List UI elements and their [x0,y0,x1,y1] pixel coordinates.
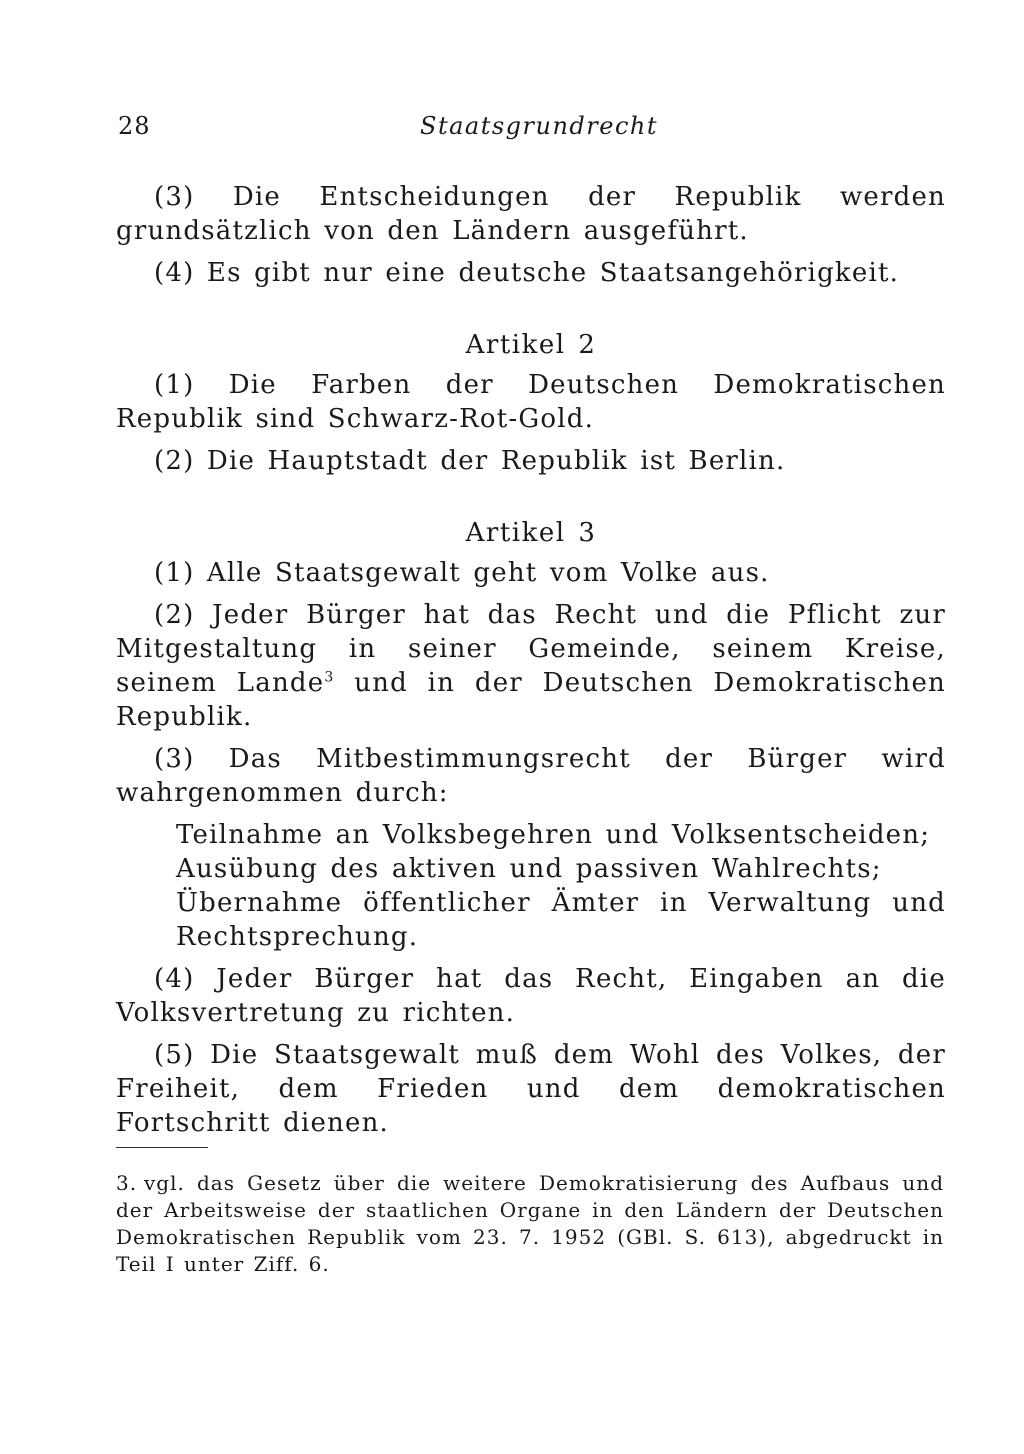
footnote-text: vgl. das Gesetz über die weitere Demokratisierung des Aufbaus und der Arbeitsweise der staatlichen Organe in den Ländern der Deutschen Demokratischen Republik vom 23. 7. 1952 (GBl. S. 613), abgedruckt in Teil I unter Ziff. 6. [116,1171,944,1276]
paragraph-1-4: (4) Es gibt nur eine deutsche Staatsangehörigkeit. [154,258,900,288]
body-text [116,180,946,1148]
article-3-heading: Artikel 3 [465,518,597,548]
article-3-paragraph-2 [116,598,946,734]
paragraph-1-3: (3) Die Entscheidungen der Republik werden grundsätzlich von den Ländern ausgeführt. [116,182,946,246]
article-3-paragraph-2-continuation: und in der Deutschen Demokratischen Republik. [116,668,946,732]
participation-list [176,818,946,954]
footnote-marker: 3. [116,1171,138,1195]
page-header [118,112,678,148]
article-2-paragraph-1: (1) Die Farben der Deutschen Demokratischen Republik sind Schwarz-Rot-Gold. [116,370,946,434]
footnote-reference: 3 [324,669,335,686]
footnote-separator [116,1147,208,1148]
page-number: 28 [118,112,151,140]
article-2-heading: Artikel 2 [465,330,597,360]
list-item: Ausübung des aktiven und passiven Wahlrechts; [176,854,882,884]
running-title: Staatsgrundrecht [420,112,658,140]
article-3-paragraph-3: (3) Das Mitbestimmungsrecht der Bürger wird wahrgenommen durch: [116,744,946,808]
article-2-paragraph-2: (2) Die Hauptstadt der Republik ist Berlin. [154,446,786,476]
footnote [116,1170,944,1278]
article-3-paragraph-4: (4) Jeder Bürger hat das Recht, Eingaben an die Volksvertretung zu richten. [116,964,946,1028]
list-item: Übernahme öffentlicher Ämter in Verwaltung und Rechtsprechung. [176,888,946,952]
article-3-paragraph-5: (5) Die Staatsgewalt muß dem Wohl des Volkes, der Freiheit, dem Frieden und dem demokratischen Fortschritt dienen. [116,1040,946,1138]
article-3-paragraph-2-text: (2) Jeder Bürger hat das Recht und die Pflicht zur Mitgestaltung in seiner Gemeinde, seinem Kreise, seinem Lande [116,600,946,698]
list-item: Teilnahme an Volksbegehren und Volksentscheiden; [176,820,931,850]
article-3-paragraph-1: (1) Alle Staatsgewalt geht vom Volke aus. [154,558,770,588]
